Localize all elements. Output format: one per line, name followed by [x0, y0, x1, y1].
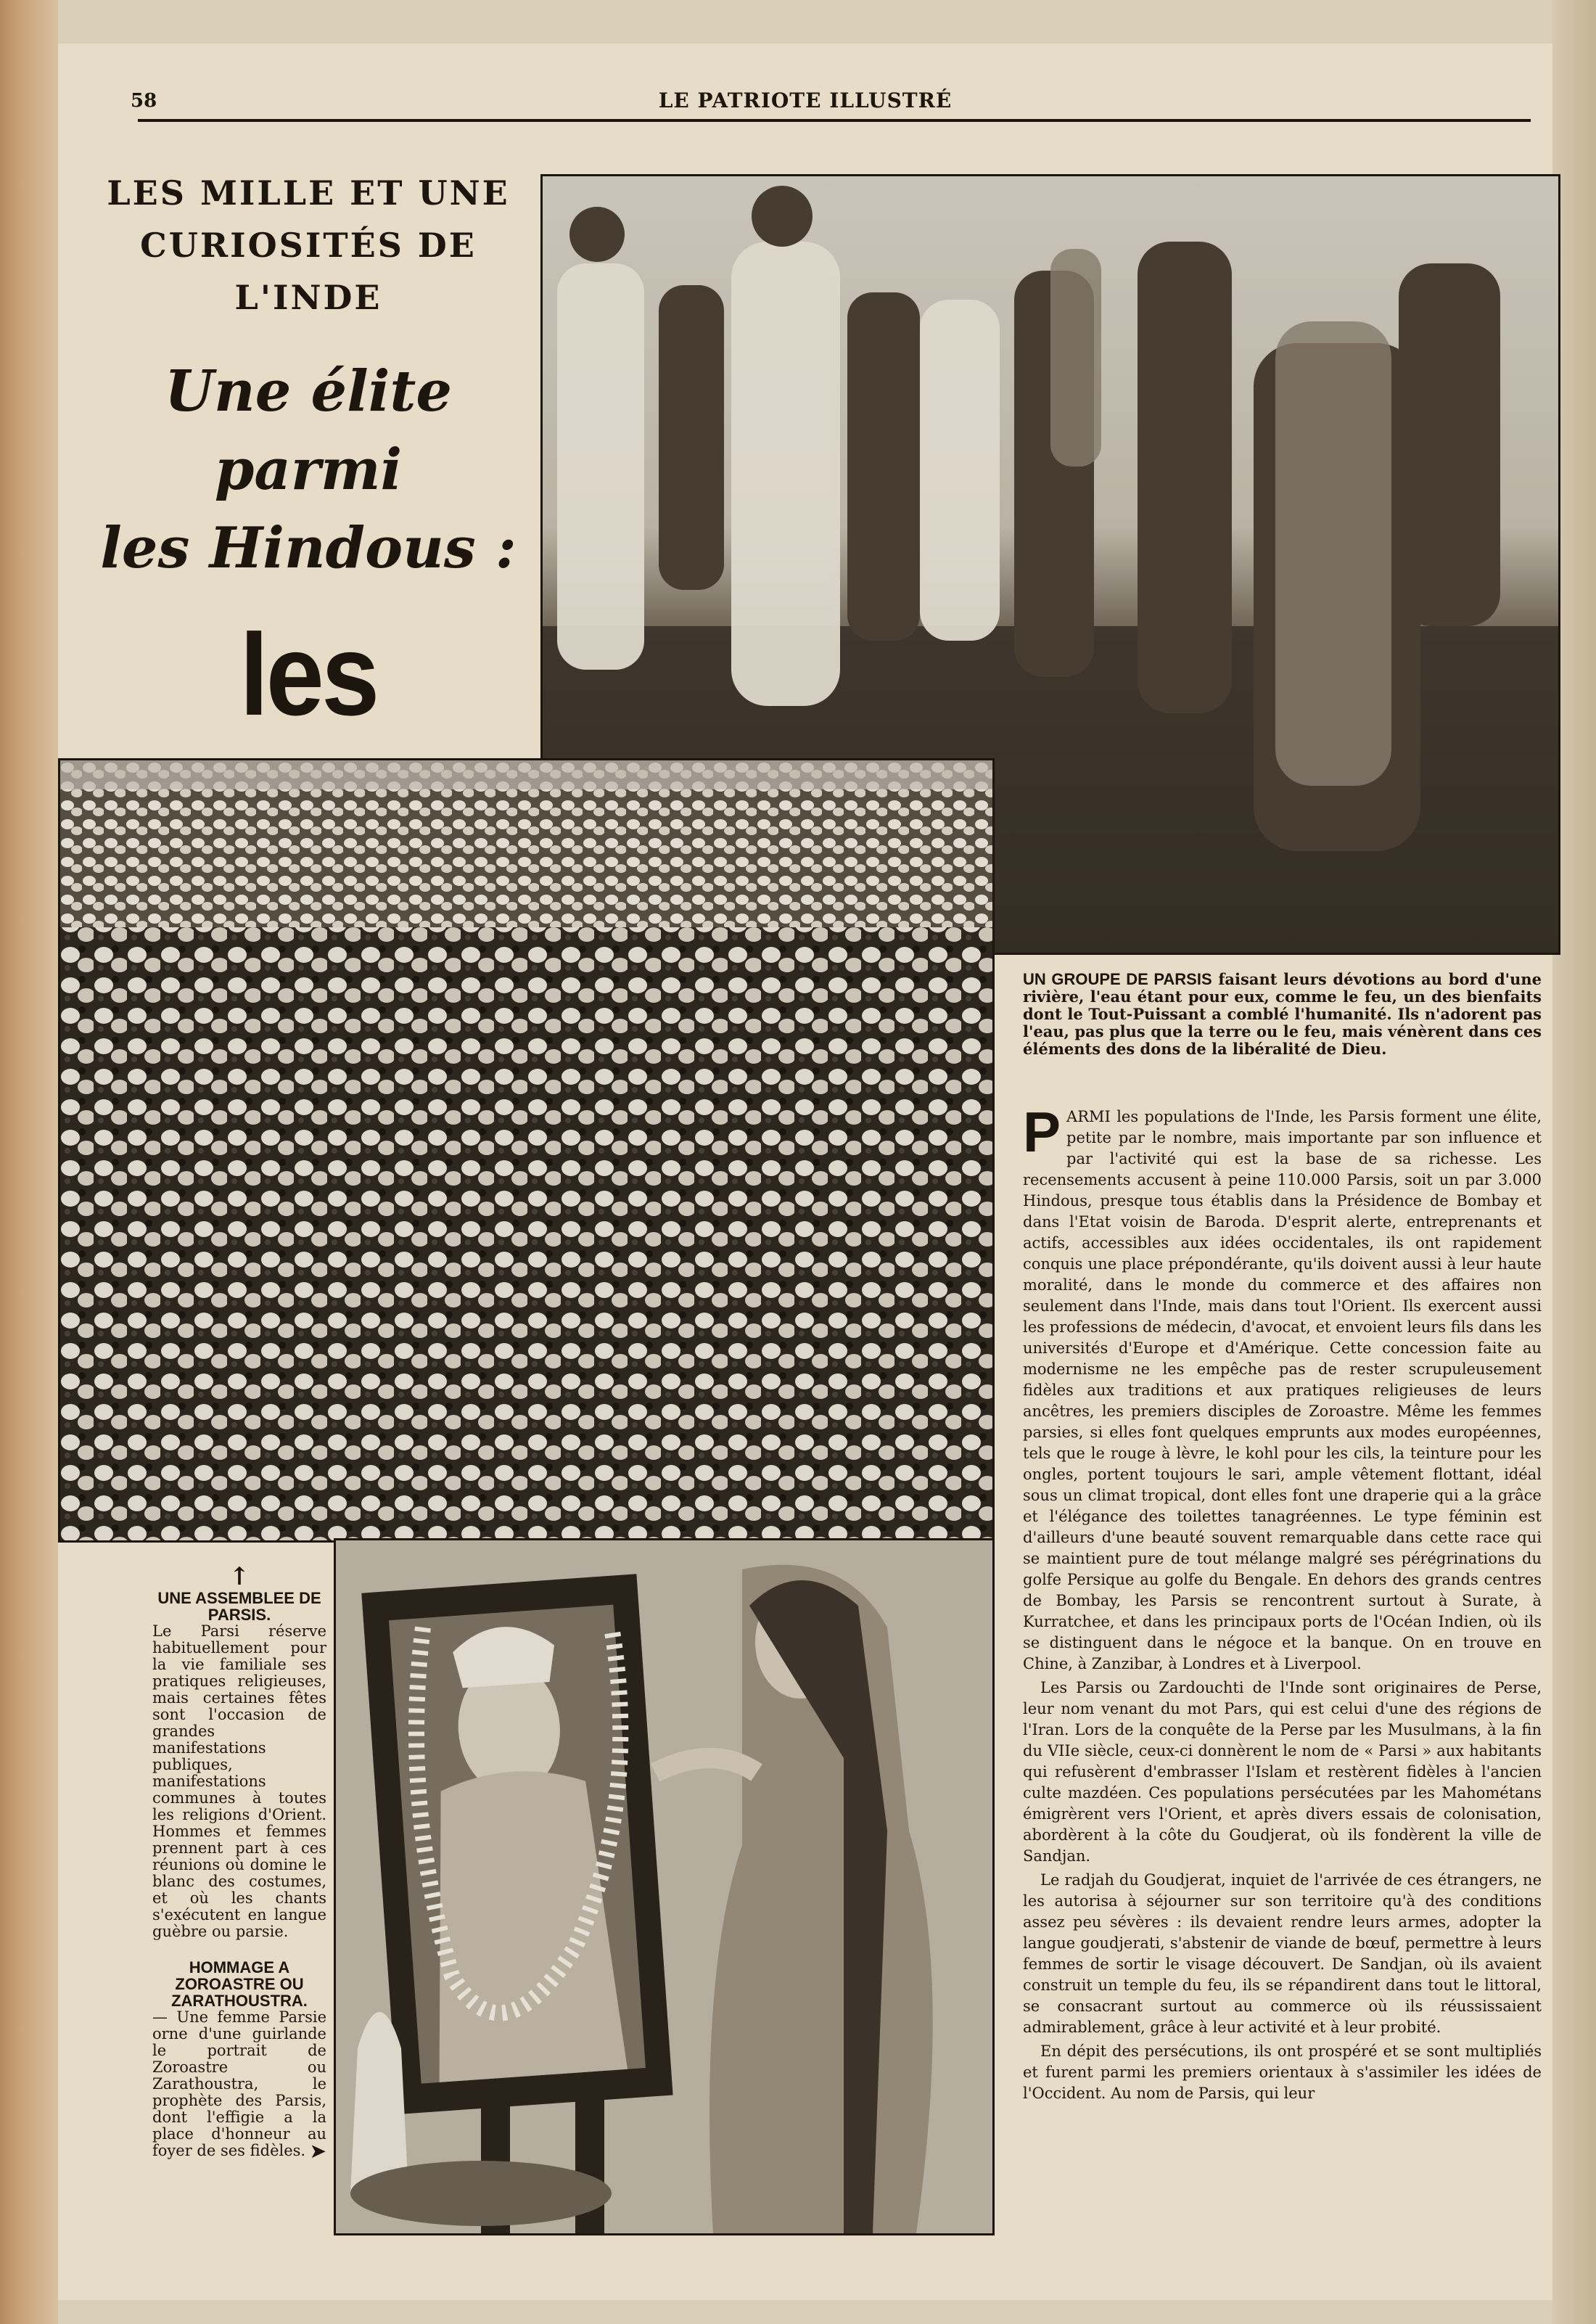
caption-zoroaster-title: HOMMAGE A ZOROASTRE OU ZARATHOUSTRA.: [171, 1958, 308, 2010]
photo-zoroaster-portrait: [334, 1538, 995, 2235]
page-number: 58: [131, 90, 157, 112]
caption-river: [1023, 971, 1542, 1058]
photo-zoroaster-image: [336, 1540, 992, 2233]
header-rule: [138, 119, 1531, 122]
side-captions: [152, 1564, 326, 2178]
article-paragraph-1-text: ARMI les populations de l'Inde, les Parsis forment une élite, petite par le nombre, mais importante par son influence et par l'activité qui est la base de sa richesse. Les recensements accusent à peine 110.000 Parsis, soit un par 3.000 Hindous, presque tous établis dans la Présidence de Bombay et dans l'Etat voisin de Baroda. D'esprit alerte, entreprenants et actifs, accessibles aux idées occidentales, ils ont rapidement conquis une place prépondérante, qu'ils doivent aussi à leur haute moralité, dans le monde du commerce et des affaires non seulement dans l'Inde, mais dans tout l'Orient. Ils exercent aussi les professions de médecin, d'avocat, et envoient leurs fils dans les universités d'Europe et d'Amérique. Cette concession faite au modernisme ne les empêche pas de rester scrupuleusement fidèles aux traditions et aux pratiques religieuses de leurs ancêtres, les premiers disciples de Zoroastre. Même les femmes parsies, si elles font quelques emprunts aux modes européennes, tels que le rouge à lèvre, le kohl pour les cils, la teinture pour les ongles, portent toujours le sari, ample vêtement flottant, idéal sous un climat tropical, dont elles font une draperie qui a la grâce et l'élégance des toilettes tanagréennes. Le type féminin est d'ailleurs d'une beauté souvent remarquable dans cette race qui se maintient pure de tout mélange malgré ses pérégrinations du golfe Persique au golfe du Bengale. En dehors des grands centres de Bombay, les Parsis se rencontrent surtout à Surate, à Kurratchee, et dans les principaux ports de l'Océan Indien, où ils se distinguent dans le négoce et la banque. On en trouve en Chine, à Zanzibar, à Londres et à Liverpool.: [1023, 1108, 1542, 1672]
headline-line-1: Une élite parmi: [164, 358, 453, 503]
caption-assembly-title: UNE ASSEMBLEE DE PARSIS.: [157, 1589, 321, 1624]
article-paragraph-1: [1023, 1100, 1542, 1675]
arrow-up-icon: ↑: [229, 1562, 250, 1591]
caption-zoroaster-text: — Une femme Parsie orne d'une guirlande le portrait de Zoroastre ou Zarathoustra, le prophète des Parsis, dont l'effigie a la place d'honneur au foyer de ses fidèles.: [152, 2008, 326, 2159]
headline: [80, 353, 537, 588]
page-header: [80, 80, 1531, 123]
photo-assembly: [58, 758, 995, 1543]
caption-zoroaster-body: [152, 2008, 326, 2163]
arrow-right-icon: ➤: [309, 2139, 326, 2163]
title-block: [80, 152, 537, 739]
masthead: LE PATRIOTE ILLUSTRÉ: [658, 89, 953, 112]
drop-cap: P: [1023, 1100, 1061, 1164]
binding-edge: [0, 0, 58, 2324]
headline-line-2: les Hindous :: [100, 515, 517, 581]
caption-river-text: faisant leurs dévotions au bord d'une rivière, l'eau étant pour eux, comme le feu, un des bienfaits dont le Tout-Puissant a comblé l'humanité. Ils n'adorent pas l'eau, pas plus que la terre ou le feu, mais vénèrent dans ces éléments des dons de la libéralité de Dieu.: [1023, 970, 1542, 1058]
photo-assembly-image: [60, 760, 992, 1540]
article-paragraph-2: Les Parsis ou Zardouchti de l'Inde sont originaires de Perse, leur nom venant du mot Pars, qui est celui d'une des régions de l'Iran. Lors de la conquête de la Perse par les Musulmans, à la fin du VIIe siècle, ceux-ci donnèrent le nom de « Parsi » aux habitants qui refusèrent d'embrasser l'Islam et restèrent fidèles à l'ancien culte mazdéen. Ces populations persécutées par les Mahométans émigrèrent vers l'Orient, et après divers essais de colonisation, abordèrent à la côte du Goudjerat, où ils fondèrent la ville de Sandjan.: [1023, 1679, 1542, 1865]
caption-river-lead: UN GROUPE DE PARSIS: [1023, 970, 1212, 988]
article-paragraph-4: En dépit des persécutions, ils ont prospéré et se sont multipliés et furent parmi les premiers orientaux à s'assimiler les idées de l'Occident. Au nom de Parsis, qui leur: [1023, 2042, 1542, 2102]
article-body: [1023, 1100, 1542, 2107]
article-paragraph-3: Le radjah du Goudjerat, inquiet de l'arrivée de ces étrangers, ne les autorisa à séjourner sur son territoire qu'à des conditions assez peu sévères : ils devaient rendre leurs armes, adopter la langue goudjerati, s'abstenir de viande de bœuf, permettre à leurs femmes de sortir le visage découvert. De Sandjan, où ils avaient construit un temple du feu, ils se répandirent dans tout le littoral, se consacrant surtout au commerce où ils réussissaient admirablement, grâce à leur activité et à leur probité.: [1023, 1871, 1542, 2036]
caption-assembly-text: Le Parsi réserve habituellement pour la vie familiale ses pratiques religieuses, mais certaines fêtes sont l'occasion de grandes manifestations publiques, manifestations communes à toutes les religions d'Orient. Hommes et femmes prennent part à ces réunions où domine le blanc des costumes, et où les chants s'exécutent en langue guèbre ou parsie.: [152, 1622, 326, 1940]
main-title: les: [239, 609, 377, 739]
kicker-line-1: LES MILLE ET UNE: [107, 173, 510, 213]
kicker: [80, 167, 537, 324]
kicker-line-2: CURIOSITÉS DE L'INDE: [140, 226, 477, 317]
